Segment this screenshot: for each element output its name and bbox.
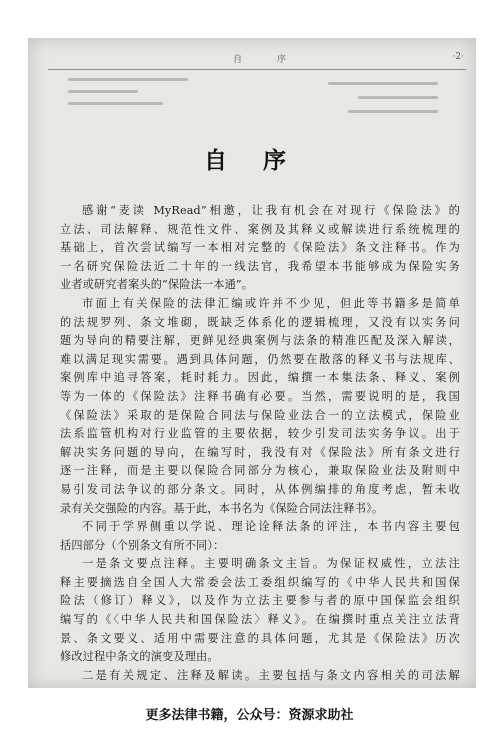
paragraph — [60, 667, 460, 686]
text-line: 业者或研究者案头的“保险法一本通”。 — [60, 278, 254, 292]
paragraph — [60, 518, 460, 555]
bleed-through-mark — [68, 90, 138, 93]
text-line: 一名研究保险法近二十年的一线法官，我希望本书能够成为保险实务 — [60, 259, 460, 273]
paragraph — [60, 295, 460, 518]
text-line: 解决实务问题的导向，在编写时，我没有对《保险法》所有条文进行 — [60, 445, 460, 459]
text-line: 立法、司法解释、规范性文件、案例及其释义或解读进行系统梳理的 — [60, 222, 460, 236]
text-line: 一是条文要点注释。主要明确条文主旨。为保证权威性，立法注 — [82, 557, 460, 571]
bleed-through-mark — [328, 82, 438, 85]
page-number: ·2· — [452, 52, 464, 62]
preface-body — [60, 202, 460, 685]
text-line: 基础上，首次尝试编写一本相对完整的《保险法》条文注释书。作为 — [60, 241, 460, 255]
text-line: 释主要摘选自全国人大常委会法工委组织编写的《中华人民共和国保 — [60, 575, 460, 589]
text-line: 法系监管机构对行业监管的主要依据，较少引发司法实务争议。出于 — [60, 427, 460, 441]
text-line: 逐一注释，而是主要以保险合同部分为核心，兼取保险业法及附则中 — [60, 464, 460, 478]
footer-note: 更多法律书籍，公众号：资源求助社 — [145, 708, 354, 723]
bleed-through-mark — [348, 110, 438, 113]
text-line: 《保险法》采取的是保险合同法与保险业法合一的立法模式，保险业 — [60, 408, 460, 422]
text-line: 易引发司法争议的部分条文。同时，从体例编排的角度考虑，暂未收 — [60, 482, 460, 496]
text-line: 编写的《〈中华人民共和国保险法〉释义》。在编撰时重点关注立法背 — [60, 613, 460, 627]
text-line: 景、条文要义、适用中需要注意的具体问题，尤其是《保险法》历次 — [60, 631, 460, 645]
text-line: 录有关交强险的内容。基于此，本书名为《保险合同法注释书》。 — [60, 501, 384, 515]
text-line: 等为一体的《保险法》注释书确有必要。当然，需要说明的是，我国 — [60, 389, 460, 403]
bleed-through-mark — [358, 96, 438, 99]
paragraph — [60, 555, 460, 667]
page-title: 自 序 — [203, 147, 300, 174]
text-line: 的法规罗列、条文堆砌，既缺乏体系化的逻辑梳理，又没有以实务问 — [60, 315, 460, 329]
bleed-through-mark — [68, 78, 188, 81]
text-line: 案例库中追寻答案，耗时耗力。因此，编撰一本集法条、释义、案例 — [60, 371, 460, 385]
text-line: 修改过程中条文的演变及理由。 — [60, 650, 219, 664]
bleed-through-mark — [68, 102, 163, 105]
text-line: 市面上有关保险的法律汇编或许并不少见，但此等书籍多是简单 — [82, 296, 460, 310]
text-line: 题为导向的精要注解，更鲜见经典案例与法条的精准匹配及深入解读， — [60, 334, 460, 348]
text-line: 感谢“麦读 MyRead”相邀，让我有机会在对现行《保险法》的 — [82, 204, 460, 217]
header-rule — [48, 69, 466, 70]
paragraph — [60, 202, 460, 295]
text-line: 二是有关规定、注释及解读。主要包括与条文内容相关的司法解 — [82, 668, 460, 682]
running-header: 自 序 — [233, 55, 302, 65]
text-line: 不同于学界侧重以学说、理论诠释法条的评注，本书内容主要包 — [82, 520, 460, 534]
text-line: 难以满足现实需要。遇到具体问题，仍然要在散落的释义书与法规库、 — [60, 352, 460, 366]
text-line: 险法（修订）释义》，以及作为立法主要参与者的原中国保监会组织 — [60, 594, 460, 608]
text-line: 括四部分（个别条文有所不同）： — [60, 538, 225, 552]
scanned-page — [28, 38, 476, 688]
